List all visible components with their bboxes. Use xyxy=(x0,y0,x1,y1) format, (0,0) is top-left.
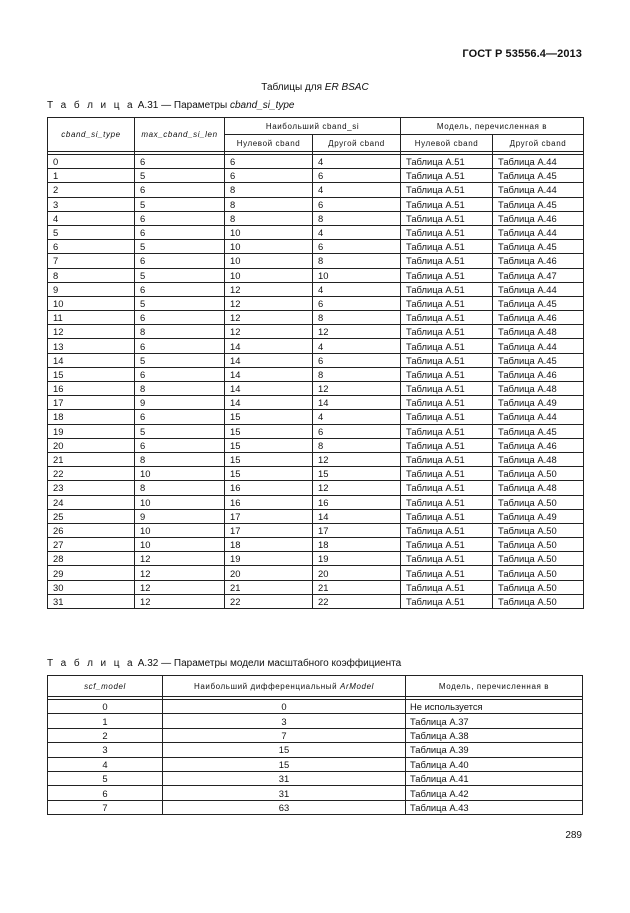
table-cell: 10 xyxy=(313,268,401,282)
table-cell: 10 xyxy=(225,268,313,282)
table-row xyxy=(48,538,584,552)
table-cell: 2 xyxy=(48,728,163,742)
table-cell: 12 xyxy=(135,580,225,594)
table-cell: 0 xyxy=(48,155,135,169)
table-cell: 8 xyxy=(313,367,401,381)
table-cell: Таблица А.38 xyxy=(406,728,583,742)
table-cell: 17 xyxy=(225,509,313,523)
table-cell: 7 xyxy=(48,800,163,814)
table-cell: Таблица А.51 xyxy=(401,552,493,566)
table-cell: 18 xyxy=(48,410,135,424)
table-cell: Таблица А.44 xyxy=(493,282,584,296)
table-cell: Таблица А.51 xyxy=(401,523,493,537)
table-cell: 15 xyxy=(225,424,313,438)
table-cell: Таблица А.51 xyxy=(401,240,493,254)
table-cell: 4 xyxy=(48,757,163,771)
table-row xyxy=(48,757,583,771)
table-cell: 6 xyxy=(135,225,225,239)
table-cell: 12 xyxy=(313,452,401,466)
table-cell: 8 xyxy=(135,325,225,339)
table-row xyxy=(48,714,583,728)
table-cell: 12 xyxy=(313,325,401,339)
table-cell: 26 xyxy=(48,523,135,537)
table-cell: 6 xyxy=(313,296,401,310)
table-cell: Таблица А.50 xyxy=(493,566,584,580)
table-cell: Таблица А.51 xyxy=(401,353,493,367)
table-cell: 12 xyxy=(135,566,225,580)
table-cell: 4 xyxy=(313,225,401,239)
table-cell: Таблица А.44 xyxy=(493,183,584,197)
table-row xyxy=(48,495,584,509)
section-title-prefix: Таблицы для xyxy=(261,82,325,93)
header-model-listed-in: Модель, перечисленная в xyxy=(406,676,583,697)
table-cell: 12 xyxy=(225,296,313,310)
table-cell: Таблица А.51 xyxy=(401,509,493,523)
table-cell: Таблица А.51 xyxy=(401,211,493,225)
header-cband-si-type: cband_si_type xyxy=(48,118,135,152)
table-cell: Таблица А.45 xyxy=(493,240,584,254)
table-cell: 16 xyxy=(313,495,401,509)
table-cell: 15 xyxy=(225,452,313,466)
table-cell: Не используется xyxy=(406,700,583,714)
header-scf-model: scf_model xyxy=(48,676,163,697)
document-id: ГОСТ Р 53556.4—2013 xyxy=(462,48,582,60)
table-cell: 4 xyxy=(48,211,135,225)
table-cell: 14 xyxy=(313,509,401,523)
table-cell: 4 xyxy=(313,155,401,169)
table-row xyxy=(48,353,584,367)
table-cell: 6 xyxy=(313,424,401,438)
table-cell: Таблица А.46 xyxy=(493,367,584,381)
table-cell: 14 xyxy=(225,367,313,381)
table-cell: 0 xyxy=(163,700,406,714)
section-title-term: ER BSAC xyxy=(324,82,369,93)
table-cell: 28 xyxy=(48,552,135,566)
header-other-cband: Другой cband xyxy=(313,135,401,152)
table-cell: Таблица А.51 xyxy=(401,155,493,169)
table-cell: 8 xyxy=(135,382,225,396)
table-row xyxy=(48,771,583,785)
table-cell: 9 xyxy=(135,396,225,410)
table-cell: 5 xyxy=(135,197,225,211)
table-cell: 27 xyxy=(48,538,135,552)
table-cell: Таблица А.48 xyxy=(493,382,584,396)
table-cell: Таблица А.51 xyxy=(401,410,493,424)
table-row xyxy=(48,225,584,239)
table-cell: 8 xyxy=(48,268,135,282)
table-cell: Таблица А.49 xyxy=(493,396,584,410)
table-row xyxy=(48,728,583,742)
table-cell: 12 xyxy=(225,325,313,339)
table-cell: 8 xyxy=(135,481,225,495)
table-cell: Таблица А.51 xyxy=(401,339,493,353)
table-cell: 6 xyxy=(135,438,225,452)
table-cell: 24 xyxy=(48,495,135,509)
header-zero-cband: Нулевой cband xyxy=(225,135,313,152)
table-cell: Таблица А.51 xyxy=(401,594,493,608)
table-cell: Таблица А.44 xyxy=(493,339,584,353)
table-cell: Таблица А.51 xyxy=(401,296,493,310)
table-cell: 15 xyxy=(48,367,135,381)
table-cell: 4 xyxy=(313,339,401,353)
table-row xyxy=(48,155,584,169)
table-cell: Таблица А.45 xyxy=(493,197,584,211)
table-cell: 6 xyxy=(313,197,401,211)
table-row xyxy=(48,523,584,537)
table-cell: 8 xyxy=(313,438,401,452)
table-cell: Таблица А.51 xyxy=(401,495,493,509)
table-row xyxy=(48,325,584,339)
table-row xyxy=(48,296,584,310)
table-cell: Таблица А.51 xyxy=(401,467,493,481)
header-largest-diff-armodel: Наибольший дифференциальный ArModel xyxy=(163,676,406,697)
table-cell: 20 xyxy=(48,438,135,452)
table-cell: 25 xyxy=(48,509,135,523)
caption-table-word: Т а б л и ц а xyxy=(47,658,135,669)
table-cell: 2 xyxy=(48,183,135,197)
table-cell: 14 xyxy=(48,353,135,367)
table-cell: 15 xyxy=(163,743,406,757)
table-cell: 29 xyxy=(48,566,135,580)
table-cell: 14 xyxy=(225,339,313,353)
table-cell: 6 xyxy=(48,786,163,800)
table-cell: 20 xyxy=(225,566,313,580)
table-cell: 14 xyxy=(225,396,313,410)
table-row xyxy=(48,481,584,495)
table-cell: Таблица А.44 xyxy=(493,410,584,424)
table-cell: Таблица А.51 xyxy=(401,268,493,282)
table-cell: 63 xyxy=(163,800,406,814)
header-max-cband-si-len: max_cband_si_len xyxy=(135,118,225,152)
table-row xyxy=(48,566,584,580)
table-a32 xyxy=(47,675,583,815)
table-cell: 10 xyxy=(135,495,225,509)
table-cell: 5 xyxy=(48,771,163,785)
header-model-listed-in: Модель, перечисленная в xyxy=(401,118,584,135)
table-cell: 10 xyxy=(225,225,313,239)
table-cell: 31 xyxy=(163,771,406,785)
table-cell: 22 xyxy=(313,594,401,608)
table-cell: 15 xyxy=(163,757,406,771)
table-cell: 8 xyxy=(313,254,401,268)
table-cell: 10 xyxy=(135,467,225,481)
table-cell: 9 xyxy=(135,509,225,523)
table-cell: Таблица А.50 xyxy=(493,580,584,594)
table-cell: 12 xyxy=(48,325,135,339)
table-cell: 10 xyxy=(135,538,225,552)
table-cell: 18 xyxy=(225,538,313,552)
table-cell: 10 xyxy=(225,240,313,254)
table-cell: 6 xyxy=(135,211,225,225)
table-row xyxy=(48,396,584,410)
table-cell: Таблица А.50 xyxy=(493,523,584,537)
table-cell: 22 xyxy=(225,594,313,608)
table-a31-caption xyxy=(47,100,294,111)
table-row xyxy=(48,382,584,396)
table-cell: 12 xyxy=(313,481,401,495)
table-cell: 12 xyxy=(225,282,313,296)
table-cell: Таблица А.51 xyxy=(401,452,493,466)
table-cell: 12 xyxy=(135,594,225,608)
table-cell: 6 xyxy=(313,353,401,367)
table-cell: Таблица А.50 xyxy=(493,594,584,608)
table-cell: 18 xyxy=(313,538,401,552)
table-cell: Таблица А.51 xyxy=(401,183,493,197)
table-cell: 17 xyxy=(48,396,135,410)
table-cell: 31 xyxy=(163,786,406,800)
table-cell: 5 xyxy=(135,169,225,183)
table-cell: 8 xyxy=(225,211,313,225)
table-row xyxy=(48,580,584,594)
table-cell: Таблица А.46 xyxy=(493,211,584,225)
table-cell: Таблица А.51 xyxy=(401,282,493,296)
caption-term: cband_si_type xyxy=(229,100,295,111)
table-row xyxy=(48,452,584,466)
table-cell: 4 xyxy=(313,282,401,296)
table-cell: 16 xyxy=(225,495,313,509)
table-cell: Таблица А.44 xyxy=(493,225,584,239)
caption-table-word: Т а б л и ц а xyxy=(47,100,135,111)
table-cell: Таблица А.39 xyxy=(406,743,583,757)
table-cell: Таблица А.46 xyxy=(493,438,584,452)
table-cell: Таблица А.44 xyxy=(493,155,584,169)
table-cell: 5 xyxy=(135,240,225,254)
table-row xyxy=(48,509,584,523)
table-row xyxy=(48,743,583,757)
table-row xyxy=(48,786,583,800)
table-a32-caption xyxy=(47,658,401,669)
table-cell: 20 xyxy=(313,566,401,580)
table-row xyxy=(48,594,584,608)
table-cell: Таблица А.51 xyxy=(401,580,493,594)
table-cell: 5 xyxy=(48,225,135,239)
table-cell: 21 xyxy=(48,452,135,466)
table-row xyxy=(48,183,584,197)
table-cell: Таблица А.51 xyxy=(401,169,493,183)
table-cell: 8 xyxy=(225,183,313,197)
table-cell: Таблица А.51 xyxy=(401,254,493,268)
table-row xyxy=(48,339,584,353)
table-cell: 4 xyxy=(313,183,401,197)
table-cell: 13 xyxy=(48,339,135,353)
table-cell: Таблица А.51 xyxy=(401,382,493,396)
table-cell: 6 xyxy=(225,155,313,169)
table-cell: 21 xyxy=(225,580,313,594)
table-cell: 14 xyxy=(313,396,401,410)
table-cell: Таблица А.51 xyxy=(401,325,493,339)
table-row xyxy=(48,367,584,381)
table-cell: 10 xyxy=(135,523,225,537)
table-cell: 10 xyxy=(225,254,313,268)
table-cell: 15 xyxy=(225,410,313,424)
table-cell: Таблица А.42 xyxy=(406,786,583,800)
table-cell: 8 xyxy=(313,311,401,325)
header-largest-cband-si: Наибольший cband_si xyxy=(225,118,401,135)
page-number: 289 xyxy=(565,830,582,841)
table-row xyxy=(48,240,584,254)
table-cell: 0 xyxy=(48,700,163,714)
table-cell: Таблица А.46 xyxy=(493,311,584,325)
table-cell: 8 xyxy=(225,197,313,211)
table-cell: 4 xyxy=(313,410,401,424)
table-row xyxy=(48,254,584,268)
table-cell: 19 xyxy=(225,552,313,566)
table-cell: 12 xyxy=(135,552,225,566)
table-row xyxy=(48,552,584,566)
table-cell: 16 xyxy=(225,481,313,495)
table-cell: 15 xyxy=(313,467,401,481)
table-cell: 6 xyxy=(135,339,225,353)
table-cell: 6 xyxy=(135,410,225,424)
caption-rest: А.32 — Параметры модели масштабного коэффициента xyxy=(134,658,402,669)
table-cell: 3 xyxy=(48,197,135,211)
table-cell: 6 xyxy=(313,240,401,254)
table-cell: Таблица А.51 xyxy=(401,538,493,552)
table-row xyxy=(48,700,583,714)
table-cell: 7 xyxy=(48,254,135,268)
table-row xyxy=(48,211,584,225)
table-row xyxy=(48,424,584,438)
table-cell: 6 xyxy=(135,282,225,296)
table-cell: Таблица А.51 xyxy=(401,225,493,239)
table-cell: 14 xyxy=(225,382,313,396)
table-cell: 30 xyxy=(48,580,135,594)
table-cell: Таблица А.51 xyxy=(401,481,493,495)
table-cell: 15 xyxy=(225,438,313,452)
table-cell: Таблица А.48 xyxy=(493,452,584,466)
table-cell: Таблица А.51 xyxy=(401,438,493,452)
table-row xyxy=(48,197,584,211)
table-cell: Таблица А.50 xyxy=(493,538,584,552)
table-row xyxy=(48,268,584,282)
table-row xyxy=(48,467,584,481)
table-cell: 6 xyxy=(135,254,225,268)
table-row xyxy=(48,438,584,452)
table-cell: 5 xyxy=(135,424,225,438)
table-cell: 19 xyxy=(313,552,401,566)
header-other-cband-model: Другой cband xyxy=(493,135,584,152)
table-row xyxy=(48,169,584,183)
table-cell: 5 xyxy=(135,268,225,282)
table-cell: Таблица А.45 xyxy=(493,169,584,183)
table-row xyxy=(48,410,584,424)
table-cell: 8 xyxy=(135,452,225,466)
table-cell: 9 xyxy=(48,282,135,296)
table-cell: 6 xyxy=(135,367,225,381)
section-title xyxy=(0,82,630,93)
table-cell: 6 xyxy=(225,169,313,183)
table-cell: 5 xyxy=(135,296,225,310)
table-cell: 1 xyxy=(48,714,163,728)
table-cell: 6 xyxy=(135,311,225,325)
table-cell: 17 xyxy=(313,523,401,537)
table-cell: Таблица А.51 xyxy=(401,424,493,438)
table-cell: 6 xyxy=(135,155,225,169)
table-cell: Таблица А.43 xyxy=(406,800,583,814)
table-cell: Таблица А.51 xyxy=(401,566,493,580)
table-cell: 8 xyxy=(313,211,401,225)
table-cell: Таблица А.50 xyxy=(493,552,584,566)
table-cell: 21 xyxy=(313,580,401,594)
table-cell: 6 xyxy=(135,183,225,197)
table-cell: Таблица А.51 xyxy=(401,311,493,325)
table-cell: Таблица А.46 xyxy=(493,254,584,268)
table-cell: 10 xyxy=(48,296,135,310)
table-cell: 11 xyxy=(48,311,135,325)
table-row xyxy=(48,800,583,814)
table-cell: 12 xyxy=(313,382,401,396)
caption-number: А.31 — Параметры xyxy=(134,100,230,111)
table-cell: 19 xyxy=(48,424,135,438)
table-cell: 7 xyxy=(163,728,406,742)
table-cell: Таблица А.51 xyxy=(401,396,493,410)
header-zero-cband-model: Нулевой cband xyxy=(401,135,493,152)
table-cell: 16 xyxy=(48,382,135,396)
table-cell: Таблица А.49 xyxy=(493,509,584,523)
table-cell: 14 xyxy=(225,353,313,367)
table-cell: 6 xyxy=(48,240,135,254)
table-row xyxy=(48,282,584,296)
table-cell: 31 xyxy=(48,594,135,608)
table-cell: Таблица А.45 xyxy=(493,424,584,438)
table-cell: 3 xyxy=(163,714,406,728)
table-cell: Таблица А.48 xyxy=(493,325,584,339)
table-cell: Таблица А.41 xyxy=(406,771,583,785)
table-cell: 12 xyxy=(225,311,313,325)
table-cell: Таблица А.40 xyxy=(406,757,583,771)
table-cell: 3 xyxy=(48,743,163,757)
table-cell: Таблица А.50 xyxy=(493,495,584,509)
table-cell: 1 xyxy=(48,169,135,183)
table-cell: Таблица А.48 xyxy=(493,481,584,495)
table-cell: Таблица А.51 xyxy=(401,197,493,211)
table-cell: Таблица А.47 xyxy=(493,268,584,282)
table-cell: Таблица А.51 xyxy=(401,367,493,381)
table-cell: Таблица А.37 xyxy=(406,714,583,728)
table-cell: Таблица А.45 xyxy=(493,296,584,310)
table-cell: 23 xyxy=(48,481,135,495)
table-cell: 6 xyxy=(313,169,401,183)
table-a31 xyxy=(47,117,584,609)
table-cell: 15 xyxy=(225,467,313,481)
table-cell: Таблица А.45 xyxy=(493,353,584,367)
table-cell: 5 xyxy=(135,353,225,367)
table-cell: 22 xyxy=(48,467,135,481)
table-cell: Таблица А.50 xyxy=(493,467,584,481)
table-row xyxy=(48,311,584,325)
table-cell: 17 xyxy=(225,523,313,537)
